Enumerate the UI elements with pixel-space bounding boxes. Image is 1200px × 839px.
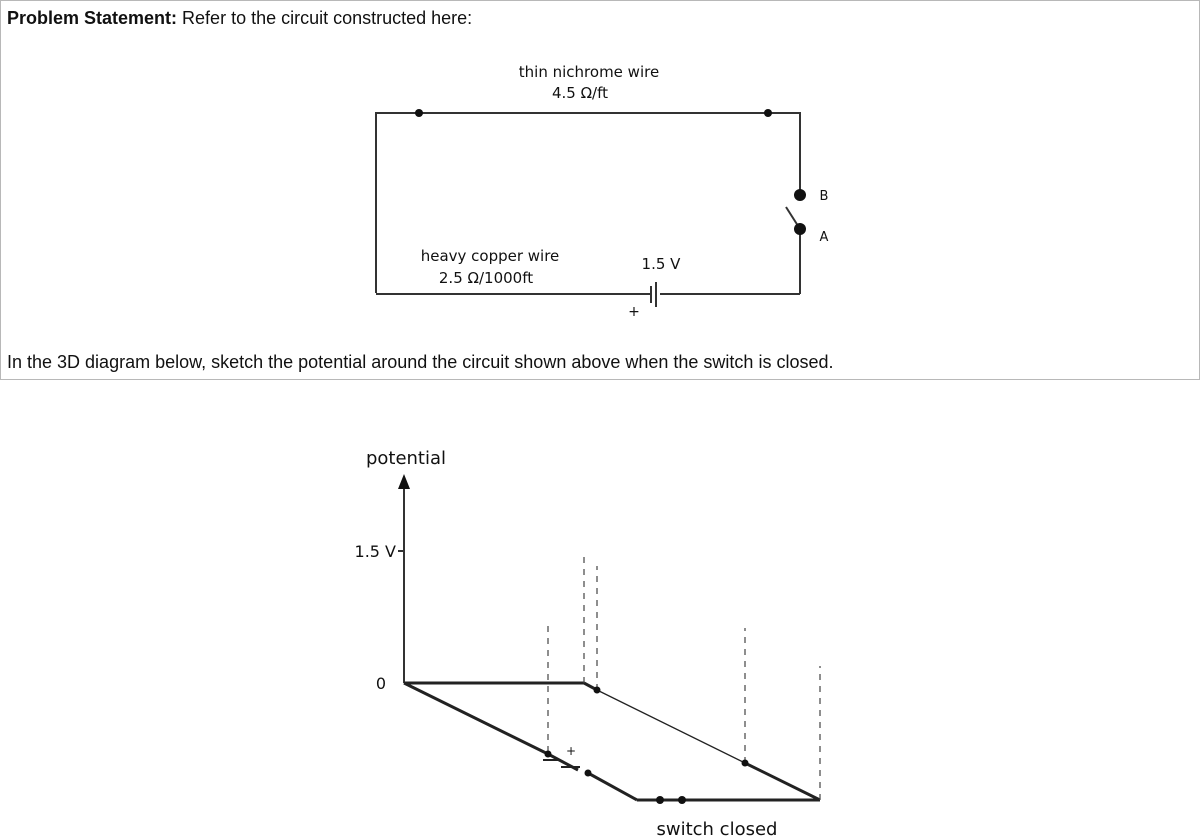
base-battery-plus: + [565, 744, 577, 758]
switch-closed-label: switch closed [656, 819, 778, 839]
base-node-battery-neg [585, 770, 592, 777]
top-wire-label: thin nichrome wire [518, 63, 660, 81]
problem-text: Refer to the circuit constructed here: [177, 8, 473, 28]
switch-terminal-a-label: A [819, 230, 829, 245]
potential-axis [398, 488, 404, 683]
instruction-text: In the 3D diagram below, sketch the potential around the circuit shown above when the switch is closed. [7, 352, 834, 372]
battery-voltage-label: 1.5 V [641, 255, 681, 273]
switch-dot-right [678, 796, 686, 804]
battery-symbol [651, 282, 656, 307]
circuit-schematic [376, 113, 800, 294]
vertical-guides [548, 553, 820, 800]
top-wire-resistance: 4.5 Ω/ft [551, 84, 609, 102]
tick-zero-label: 0 [375, 674, 387, 693]
switch-terminal-a-dot [794, 223, 806, 235]
switch-terminal-b-label: B [819, 189, 829, 204]
base-circuit-outline [404, 683, 820, 800]
base-bottom-diagonal [588, 773, 637, 800]
circuit-nodes [415, 109, 806, 235]
bottom-wire-label: heavy copper wire [420, 247, 560, 265]
problem-label: Problem Statement: [7, 8, 178, 28]
base-node-battery [545, 751, 552, 758]
base-right-thick [745, 763, 820, 800]
bottom-wire-resistance: 2.5 Ω/1000ft [438, 269, 534, 287]
top-wire [376, 113, 800, 293]
axis-label: potential [365, 448, 447, 469]
base-right-thin [597, 690, 745, 763]
base-node-corner [594, 687, 601, 694]
node-top-right [764, 109, 772, 117]
axis-arrowhead-icon [398, 474, 410, 489]
node-top-left [415, 109, 423, 117]
switch-dot-left [656, 796, 664, 804]
battery-plus-label: + [628, 304, 640, 320]
tick-high-label: 1.5 V [354, 542, 396, 561]
switch-terminal-b-dot [794, 189, 806, 201]
base-node-right [742, 760, 749, 767]
base-left-edge [404, 683, 548, 754]
